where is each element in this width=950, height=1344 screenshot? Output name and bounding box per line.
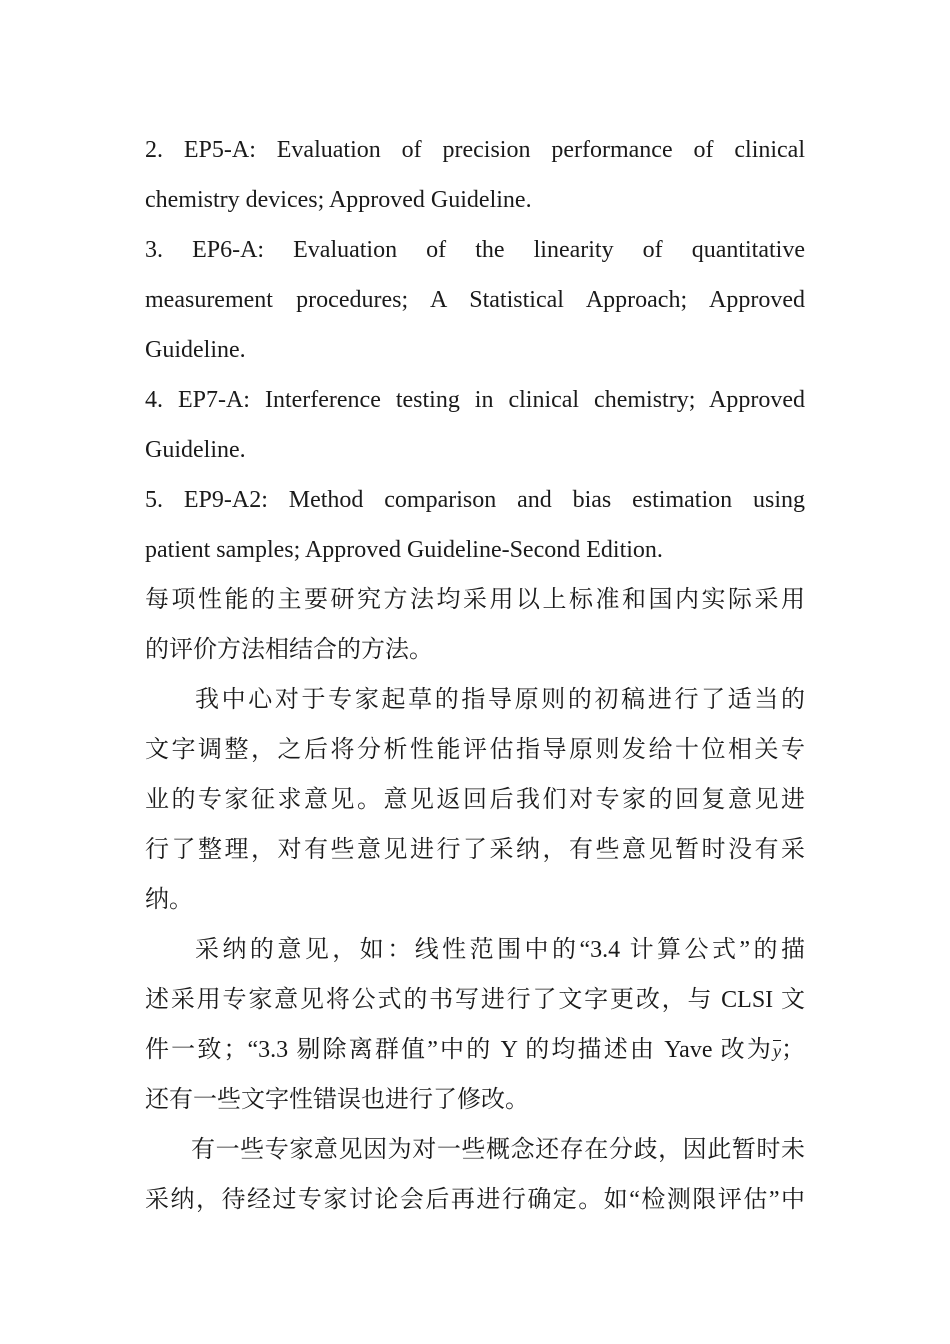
y-bar-symbol: $\overline{y}$ — [773, 1041, 781, 1061]
paragraph-3-line-3 — [145, 1025, 805, 1075]
y-bar-suffix: ； — [781, 1037, 805, 1063]
paragraph-2-line-4: 行了整理，对有些意见进行了采纳，有些意见暂时没有采 — [145, 837, 805, 863]
paragraph-3-line-1: 采纳的意见，如：线性范围中的“3.4 计算公式”的描 — [195, 937, 805, 963]
reference-4-line-1: 4. EP7-A: Interference testing in clinical chemistry; Approved — [145, 387, 805, 413]
reference-3-line-2: measurement procedures; A Statistical Approach; Approved — [145, 287, 805, 313]
reference-5-line-1: 5. EP9-A2: Method comparison and bias estimation using — [145, 487, 805, 513]
paragraph-1-line-1: 每项性能的主要研究方法均采用以上标准和国内实际采用 — [145, 587, 805, 613]
reference-5-line-2: patient samples; Approved Guideline-Second Edition. — [145, 537, 663, 563]
paragraph-2-line-2: 文字调整，之后将分析性能评估指导原则发给十位相关专 — [145, 737, 805, 763]
reference-2-line-1: 2. EP5-A: Evaluation of precision performance of clinical — [145, 137, 805, 163]
paragraph-4-line-2: 采纳，待经过专家讨论会后再进行确定。如“检测限评估”中 — [145, 1187, 805, 1213]
paragraph-3-line-4: 还有一些文字性错误也进行了修改。 — [145, 1087, 529, 1113]
paragraph-1-line-2: 的评价方法相结合的方法。 — [145, 637, 433, 663]
document-page — [145, 125, 805, 1225]
reference-3-line-3: Guideline. — [145, 337, 246, 363]
reference-2-line-2: chemistry devices; Approved Guideline. — [145, 187, 532, 213]
paragraph-2-line-3: 业的专家征求意见。意见返回后我们对专家的回复意见进 — [145, 787, 805, 813]
paragraph-2-line-1: 我中心对于专家起草的指导原则的初稿进行了适当的 — [195, 687, 805, 713]
reference-3-line-1: 3. EP6-A: Evaluation of the linearity of quantitative — [145, 237, 805, 263]
reference-4-line-2: Guideline. — [145, 437, 246, 463]
paragraph-3-line-2: 述采用专家意见将公式的书写进行了文字更改，与 CLSI 文 — [145, 987, 805, 1013]
paragraph-3-line-3-text: 件一致；“3.3 剔除离群值”中的 Y 的均描述由 Yave 改为 — [145, 1037, 773, 1063]
paragraph-2-line-5: 纳。 — [145, 887, 193, 913]
paragraph-4-line-1: 有一些专家意见因为对一些概念还存在分歧，因此暂时未 — [191, 1137, 805, 1163]
